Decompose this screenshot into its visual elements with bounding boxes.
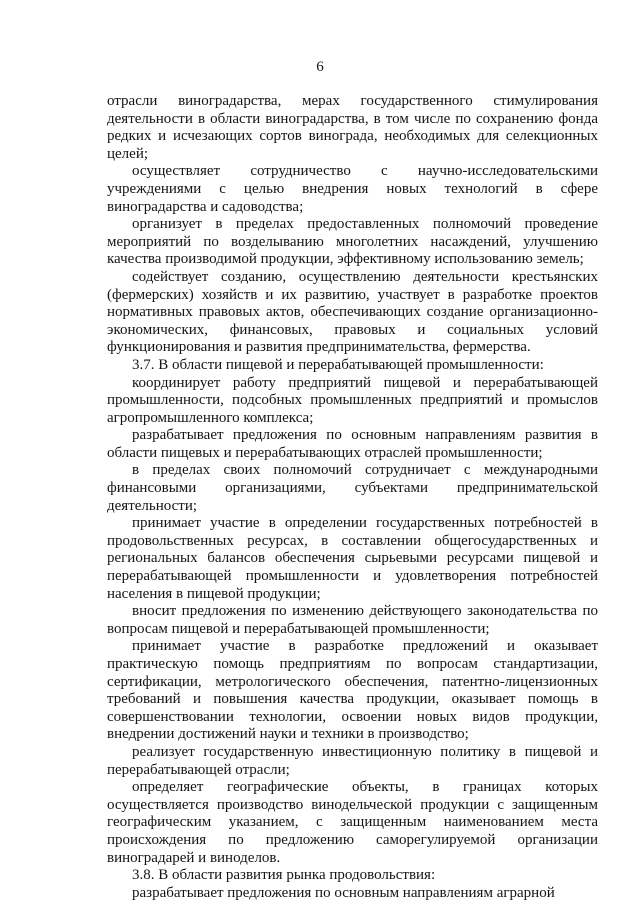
paragraph: определяет географические объекты, в границах которых осуществляется производство винодельческой продукции с защищенным географическим указанием, с защищенным наименованием места происхождения по предложению саморегулируемой организации виноградарей и виноделов. <box>107 779 598 866</box>
paragraph: содействует созданию, осуществлению деятельности крестьянских (фермерских) хозяйств и их развитию, участвует в разработке проектов нормативных правовых актов, обеспечивающих создание организационно-экономических, финансовых, правовых и социальных условий функционирования и развития предпринимательства, фермерства. <box>107 268 598 356</box>
paragraph: вносит предложения по изменению действующего законодательства по вопросам пищевой и перерабатывающей промышленности; <box>107 603 598 637</box>
paragraph: организует в пределах предоставленных полномочий проведение мероприятий по возделыванию многолетних насаждений, улучшению качества производимой продукции, эффективному использованию земель; <box>107 216 598 268</box>
paragraph: принимает участие в разработке предложений и оказывает практическую помощь предприятиям по вопросам стандартизации, сертификации, метрологического обеспечения, патентно-лицензионных требований и повышения качества продукции, оказывает помощь в совершенствовании технологии, освоении новых видов продукции, внедрении достижений науки и техники в производство; <box>107 638 598 743</box>
paragraph: осуществляет сотрудничество с научно-исследовательскими учреждениями с целью внедрения новых технологий в сфере виноградарства и садоводства; <box>107 163 598 215</box>
paragraph: координирует работу предприятий пищевой и перерабатывающей промышленности, подсобных промышленных предприятий и промыслов агропромышленного комплекса; <box>107 374 598 426</box>
document-body <box>107 93 598 902</box>
paragraph: 3.7. В области пищевой и перерабатывающей промышленности: <box>132 356 544 373</box>
paragraph: 3.8. В области развития рынка продовольствия: <box>132 867 436 884</box>
paragraph: разрабатывает предложения по основным направлениям развития в области пищевых и перерабатывающих отраслей промышленности; <box>107 427 598 461</box>
paragraph: разрабатывает предложения по основным направлениям аграрной <box>132 884 555 901</box>
paragraph: реализует государственную инвестиционную политику в пищевой и перерабатывающей отрасли; <box>107 743 598 778</box>
paragraph: принимает участие в определении государственных потребностей в продовольственных ресурсах, в составлении общегосударственных и региональных балансов обеспечения сырьевыми ресурсами пищевой и перерабатывающей промышленности и удовлетворения потребностей населения в пищевой продукции; <box>107 515 598 602</box>
paragraph: в пределах своих полномочий сотрудничает с международными финансовыми организациями, субъектами предпринимательской деятельности; <box>107 462 598 514</box>
paragraph: отрасли виноградарства, мерах государственного стимулирования деятельности в области виноградарства, в том числе по сохранению фонда редких и исчезающих сортов винограда, необходимых для селекционных целей; <box>107 93 598 162</box>
page-number: 6 <box>316 59 324 75</box>
